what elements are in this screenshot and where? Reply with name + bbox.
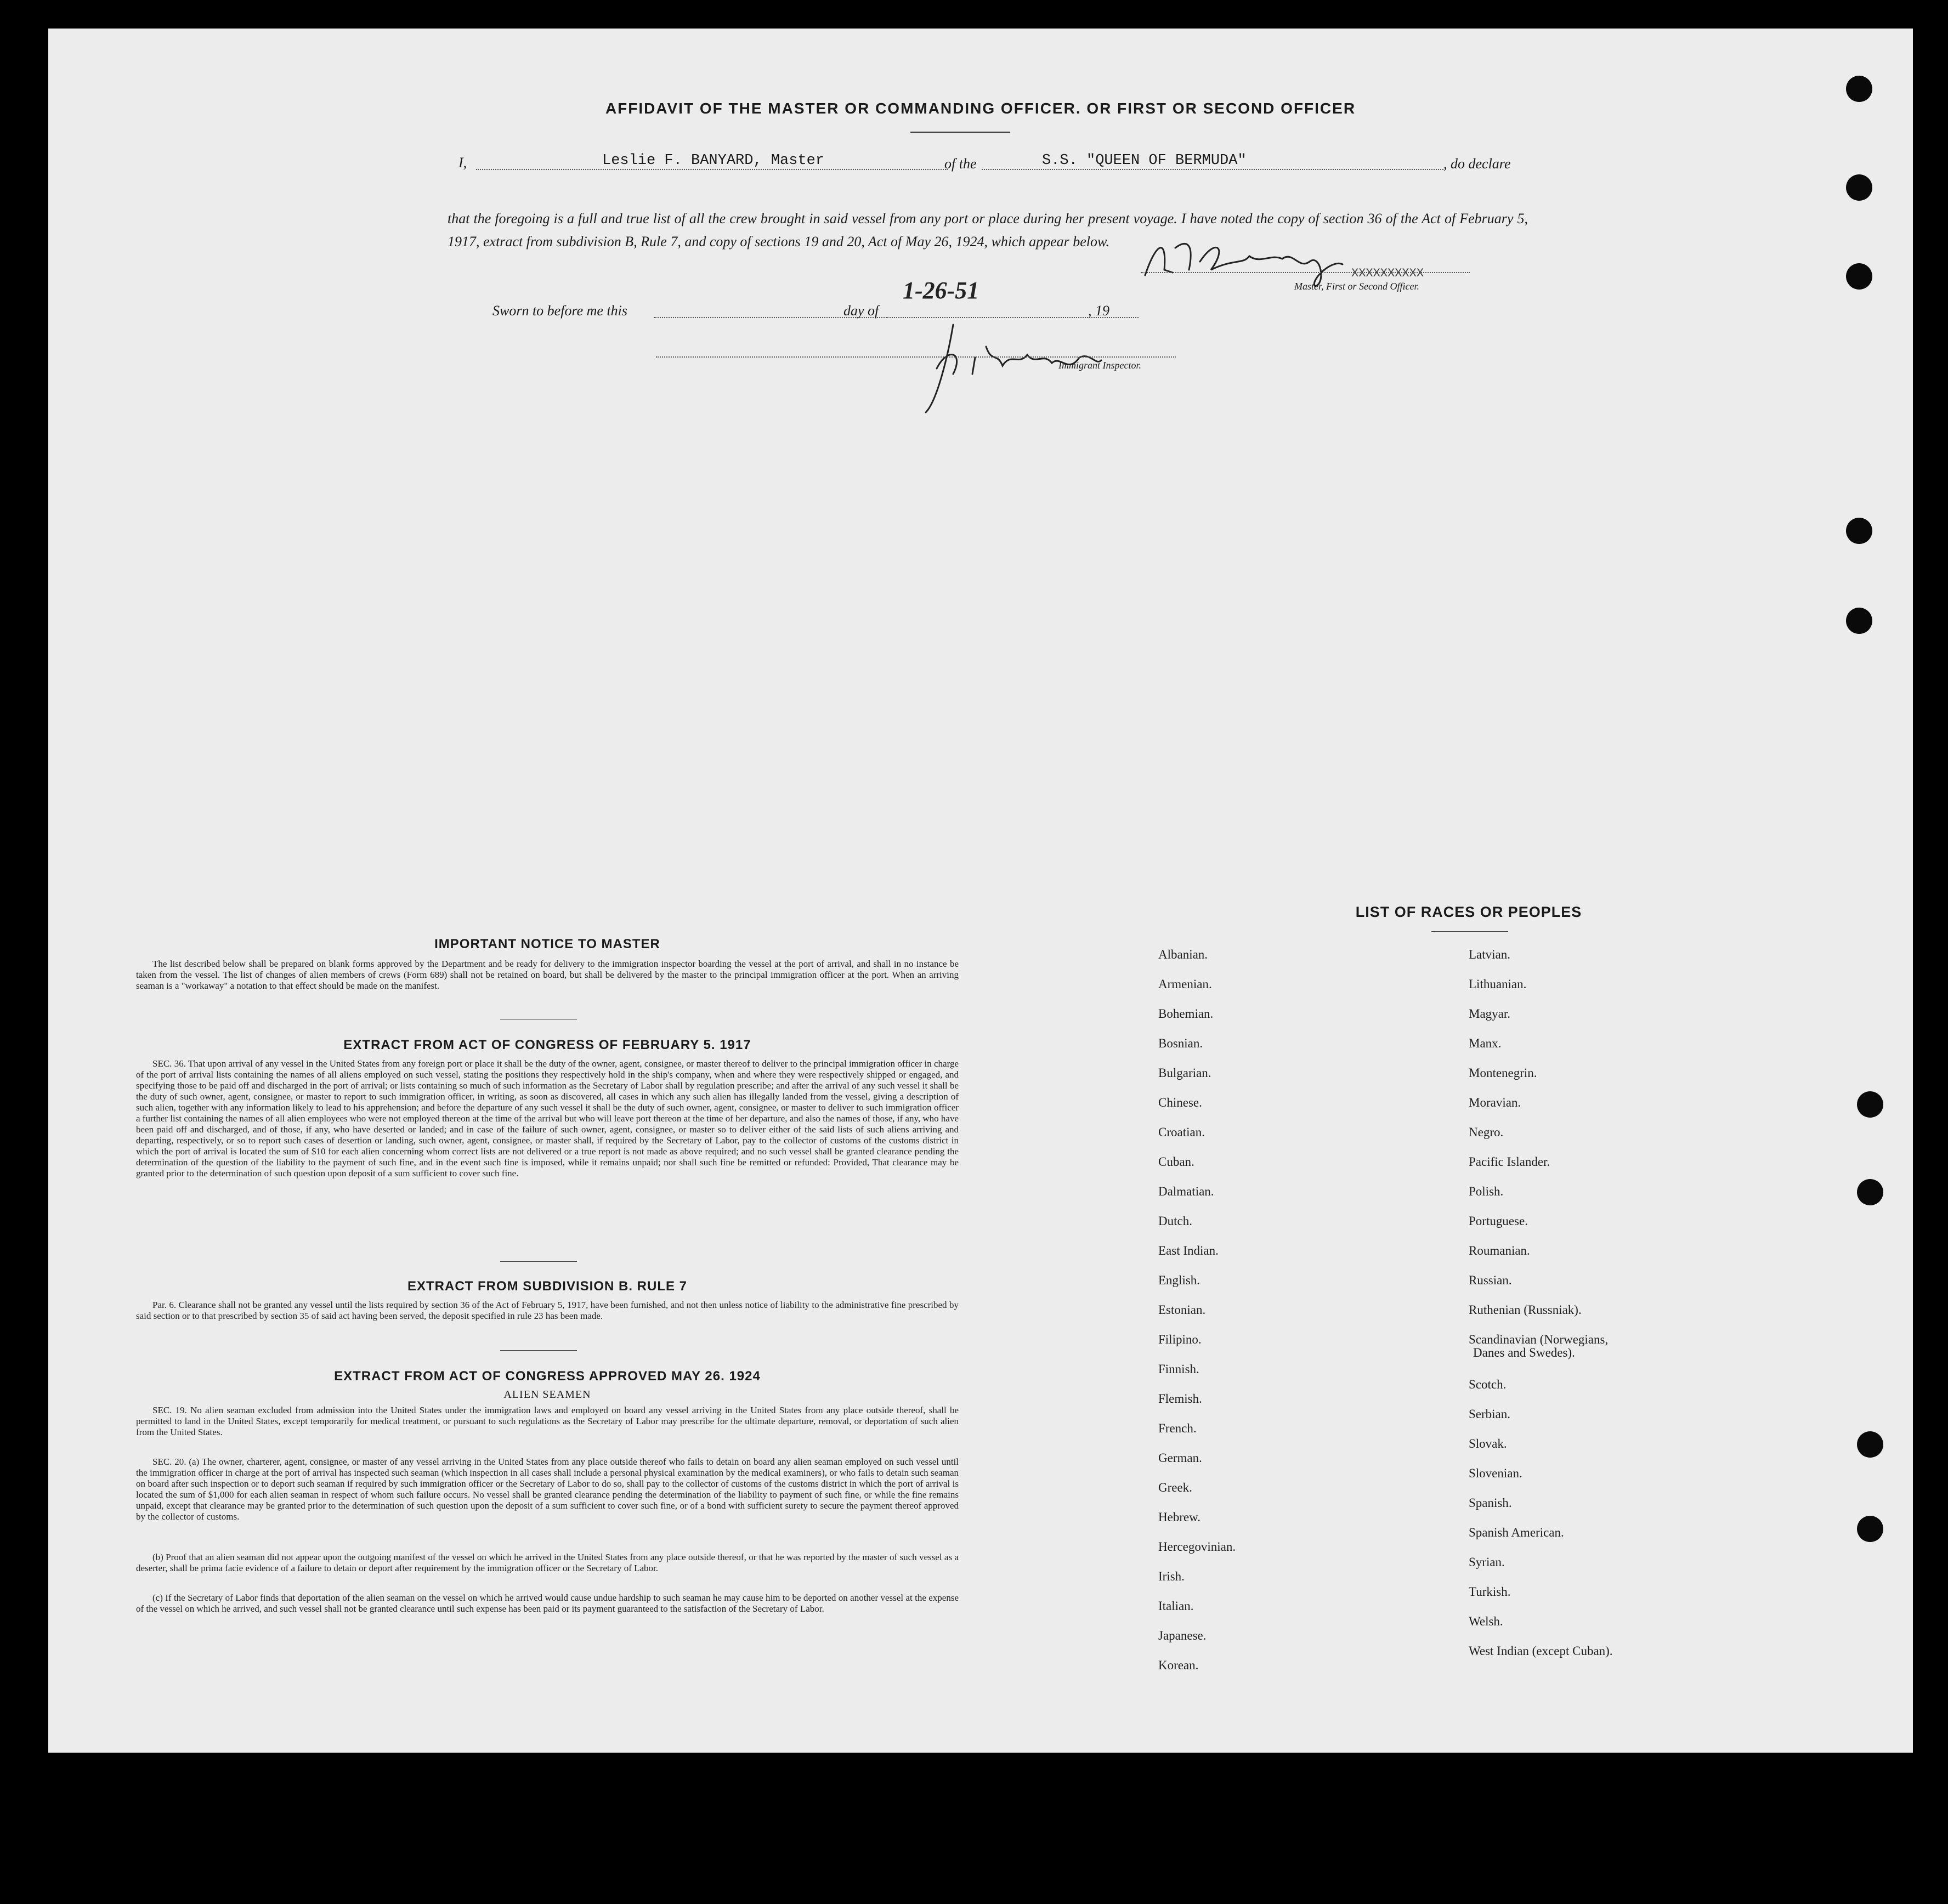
extract-1917-text: SEC. 36. That upon arrival of any vessel in the United States from any foreign port or place it shall be the duty of the owner, agent, consignee, or master thereof to deliver to the principal immigration officer in charge of the port of arrival lists containing the names of all aliens employed on such vessel, stating the positions they respectively hold in the ship's company, when and where they were respectively shipped or engaged, and specifying those to be paid off and discharged in the port of arrival; or lists containing so much of such information as the Secretary of Labor shall by regulation prescribe; and after the arrival of any such vessel it shall be the duty of such owner, agent, consignee, or master to report to such immigration officer, in writing, as soon as discovered, all cases in which any such alien has illegally landed from the vessel, giving a description of such alien, together with any information likely to lead to his apprehension; and before the departure of any such vessel it shall be the duty of such owner, agent, consignee, or master to deliver to such immigration officer a further list containing the names of all alien employees who were not employed thereon at the time of the arrival but who will leave port thereon at the time of her departure, and also the names of those, if any, who have been paid off and discharged, and of those, if any, who have deserted or landed; and in case of the failure of such owner, agent, consignee, or master so to deliver either of the said lists of such aliens arriving and departing, respectively, or so to report such cases of desertion or landing, such owner, agent, consignee, or master shall, if required by the Secretary of Labor, pay to the collector of customs of the customs district in which the port of arrival is located the sum of $10 for each alien concerning whom correct lists are not delivered or a true report is not made as above required; and no such vessel shall be granted clearance pending the determination of the question of the liability to the payment of such fine, and in the event such fine is imposed, while it remains unpaid; nor shall such fine be remitted or refunded: Provided, That clearance may be granted prior to the determination of such question upon deposit of a sum sufficient to cover such fine.	[136, 1058, 959, 1178]
struck-text: XXXXXXXXXX	[1351, 267, 1424, 280]
race-item: Korean.	[1158, 1658, 1199, 1672]
inspector-caption: Immigrant Inspector.	[1058, 360, 1141, 371]
extract-1924-subtitle: ALIEN SEAMEN	[503, 1389, 591, 1401]
race-item: Portuguese.	[1469, 1214, 1528, 1228]
punch-hole	[1846, 608, 1872, 634]
race-item: Bohemian.	[1158, 1007, 1214, 1021]
notice-title: IMPORTANT NOTICE TO MASTER	[434, 937, 660, 951]
name-line	[476, 169, 948, 170]
race-item: Croatian.	[1158, 1125, 1205, 1139]
race-item: Latvian.	[1469, 948, 1510, 961]
rule7-title: EXTRACT FROM SUBDIVISION B. RULE 7	[407, 1279, 688, 1294]
race-item: Serbian.	[1469, 1407, 1511, 1421]
i-label: I,	[458, 155, 467, 171]
race-item: Danes and Swedes).	[1473, 1346, 1575, 1359]
race-item: Bulgarian.	[1158, 1066, 1211, 1080]
race-item: Filipino.	[1158, 1333, 1202, 1346]
race-item: Scandinavian (Norwegians,	[1469, 1333, 1609, 1346]
race-item: German.	[1158, 1451, 1202, 1465]
race-item: Syrian.	[1469, 1555, 1505, 1569]
race-item: Slovenian.	[1469, 1466, 1522, 1480]
race-item: Chinese.	[1158, 1096, 1202, 1109]
race-item: Manx.	[1469, 1036, 1502, 1050]
date-handwritten: 1-26-51	[903, 277, 979, 304]
race-item: Bosnian.	[1158, 1036, 1203, 1050]
race-item: Greek.	[1158, 1481, 1192, 1494]
race-item: Italian.	[1158, 1599, 1194, 1613]
sec19-text: SEC. 19. No alien seaman excluded from admission into the United States under the immigration laws and employed on board any vessel arriving in the United States from any place outside thereof, shall be permitted to land in the United States, except temporarily for medical treatment, or pursuant to such regulations as the Secretary of Labor may prescribe for the ultimate departure, removal, or deportation of such alien from the United States.	[136, 1405, 959, 1437]
punch-hole	[1857, 1431, 1883, 1458]
extract-1917-title: EXTRACT FROM ACT OF CONGRESS OF FEBRUARY 5. 1917	[343, 1038, 751, 1052]
race-item: Russian.	[1469, 1273, 1512, 1287]
sec20b-text: (b) Proof that an alien seaman did not appear upon the outgoing manifest of the vessel on which he arrived in the United States from any place outside thereof, or that he was reported by the master of such vessel as a deserter, shall be prima facie evidence of a failure to detain or deport after requirement by the immigration officer or the Secretary of Labor.	[136, 1552, 959, 1573]
of-the-label: of the	[944, 156, 977, 172]
race-item: Welsh.	[1469, 1614, 1503, 1628]
extract-1924-title: EXTRACT FROM ACT OF CONGRESS APPROVED MAY 26. 1924	[334, 1369, 761, 1384]
race-item: Turkish.	[1469, 1585, 1511, 1599]
notice-text: The list described below shall be prepared on blank forms approved by the Department and be ready for delivery to the immigration inspector boarding the vessel at the port of arrival, and shall in no instance be taken from the vessel. The list of changes of alien members of crews (Form 689) shall not be retained on board, but shall be delivered by the master to the principal immigration officer at the port. When an arriving seaman is a "workaway" a notation to that effect should be made on the manifest.	[136, 959, 959, 991]
declaration-text: that the foregoing is a full and true list of all the crew brought in said vessel from any port or place during her present voyage. I have noted the copy of section 36 of the Act of February 5, 1917, extract from subdivision B, Rule 7, and copy of sections 19 and 20, Act of May 26, 1924, which appear below.	[448, 211, 1528, 250]
race-item: Ruthenian (Russniak).	[1469, 1303, 1582, 1317]
rule7-text: Par. 6. Clearance shall not be granted any vessel until the lists required by section 36 of the Act of February 5, 1917, have been furnished, and not then unless notice of liability to the administrative fine prescribed by said section or to that prescribed by section 35 of said act having been served, the deposit specified in rule 23 has been made.	[136, 1300, 959, 1321]
race-item: East Indian.	[1158, 1244, 1219, 1257]
race-item: English.	[1158, 1273, 1200, 1287]
sworn-label: Sworn to before me this	[492, 303, 628, 319]
race-item: Negro.	[1469, 1125, 1504, 1139]
signature-caption: Master, First or Second Officer.	[1294, 281, 1419, 292]
year-label: , 19	[1088, 303, 1109, 319]
race-item: West Indian (except Cuban).	[1469, 1644, 1613, 1658]
inspector-line	[656, 356, 1176, 358]
do-declare-label: , do declare	[1443, 156, 1511, 172]
vessel-line	[982, 169, 1443, 170]
day-of-label: day of	[843, 303, 879, 319]
race-item: Irish.	[1158, 1569, 1185, 1583]
race-item: Lithuanian.	[1469, 977, 1527, 991]
race-item: Albanian.	[1158, 948, 1208, 961]
divider-3	[500, 1350, 577, 1351]
race-item: French.	[1158, 1421, 1197, 1435]
race-item: Pacific Islander.	[1469, 1155, 1550, 1169]
punch-hole	[1846, 174, 1872, 201]
punch-hole	[1857, 1179, 1883, 1205]
races-divider	[1431, 931, 1508, 932]
race-item: Montenegrin.	[1469, 1066, 1537, 1080]
master-name: Leslie F. BANYARD, Master	[602, 152, 825, 169]
punch-hole	[1857, 1091, 1883, 1118]
race-item: Japanese.	[1158, 1629, 1207, 1642]
affidavit-title: AFFIDAVIT OF THE MASTER OR COMMANDING OFFICER. OR FIRST OR SECOND OFFICER	[605, 100, 1356, 117]
race-item: Finnish.	[1158, 1362, 1199, 1376]
race-item: Moravian.	[1469, 1096, 1521, 1109]
race-item: Hebrew.	[1158, 1510, 1201, 1524]
race-item: Spanish American.	[1469, 1526, 1564, 1539]
punch-hole	[1846, 263, 1872, 290]
race-item: Polish.	[1469, 1185, 1504, 1198]
race-item: Slovak.	[1469, 1437, 1507, 1450]
race-item: Magyar.	[1469, 1007, 1511, 1021]
race-item: Dalmatian.	[1158, 1185, 1214, 1198]
race-item: Roumanian.	[1469, 1244, 1530, 1257]
race-item: Spanish.	[1469, 1496, 1512, 1510]
punch-hole	[1846, 76, 1872, 102]
divider-2	[500, 1261, 577, 1262]
race-item: Cuban.	[1158, 1155, 1194, 1169]
punch-hole	[1846, 518, 1872, 544]
document-page	[48, 29, 1913, 1753]
punch-hole	[1857, 1516, 1883, 1542]
vessel-name: S.S. "QUEEN OF BERMUDA"	[1042, 152, 1247, 169]
race-item: Estonian.	[1158, 1303, 1206, 1317]
race-item: Armenian.	[1158, 977, 1212, 991]
race-item: Scotch.	[1469, 1378, 1507, 1391]
title-divider	[910, 132, 1010, 133]
race-item: Hercegovinian.	[1158, 1540, 1236, 1554]
race-item: Flemish.	[1158, 1392, 1202, 1406]
sec20c-text: (c) If the Secretary of Labor finds that deportation of the alien seaman on the vessel on which he arrived would cause undue hardship to such seaman he may cause him to be deported on another vessel at the expense of the vessel on which he arrived, and such vessel shall not be granted clearance until such expense has been paid or its payment guaranteed to the satisfaction of the Secretary of Labor.	[136, 1593, 959, 1614]
race-item: Dutch.	[1158, 1214, 1192, 1228]
races-title: LIST OF RACES OR PEOPLES	[1355, 904, 1582, 920]
sec20a-text: SEC. 20. (a) The owner, charterer, agent, consignee, or master of any vessel arriving in the United States from any place outside thereof who fails to detain on board any alien seaman employed on such vessel until the immigration officer in charge at the port of arrival has inspected such seaman (which inspection in all cases shall include a personal physical examination by the medical examiners), or who fails to detain such seaman on board after such inspection or to deport such seaman if required by such immigration officer or the Secretary of Labor to do so, shall pay to the collector of customs of the customs district in which the port of arrival is located the sum of $1,000 for each alien seaman in respect of whom such failure occurs. No vessel shall be granted clearance pending the determination of the liability to payment of such fine, or while the fine remains unpaid, except that clearance may be granted prior to the determination of such question upon the deposit of a sum sufficient to cover such fine, or of a bond with sufficient surety to secure the payment thereof approved by the collector of customs.	[136, 1457, 959, 1522]
